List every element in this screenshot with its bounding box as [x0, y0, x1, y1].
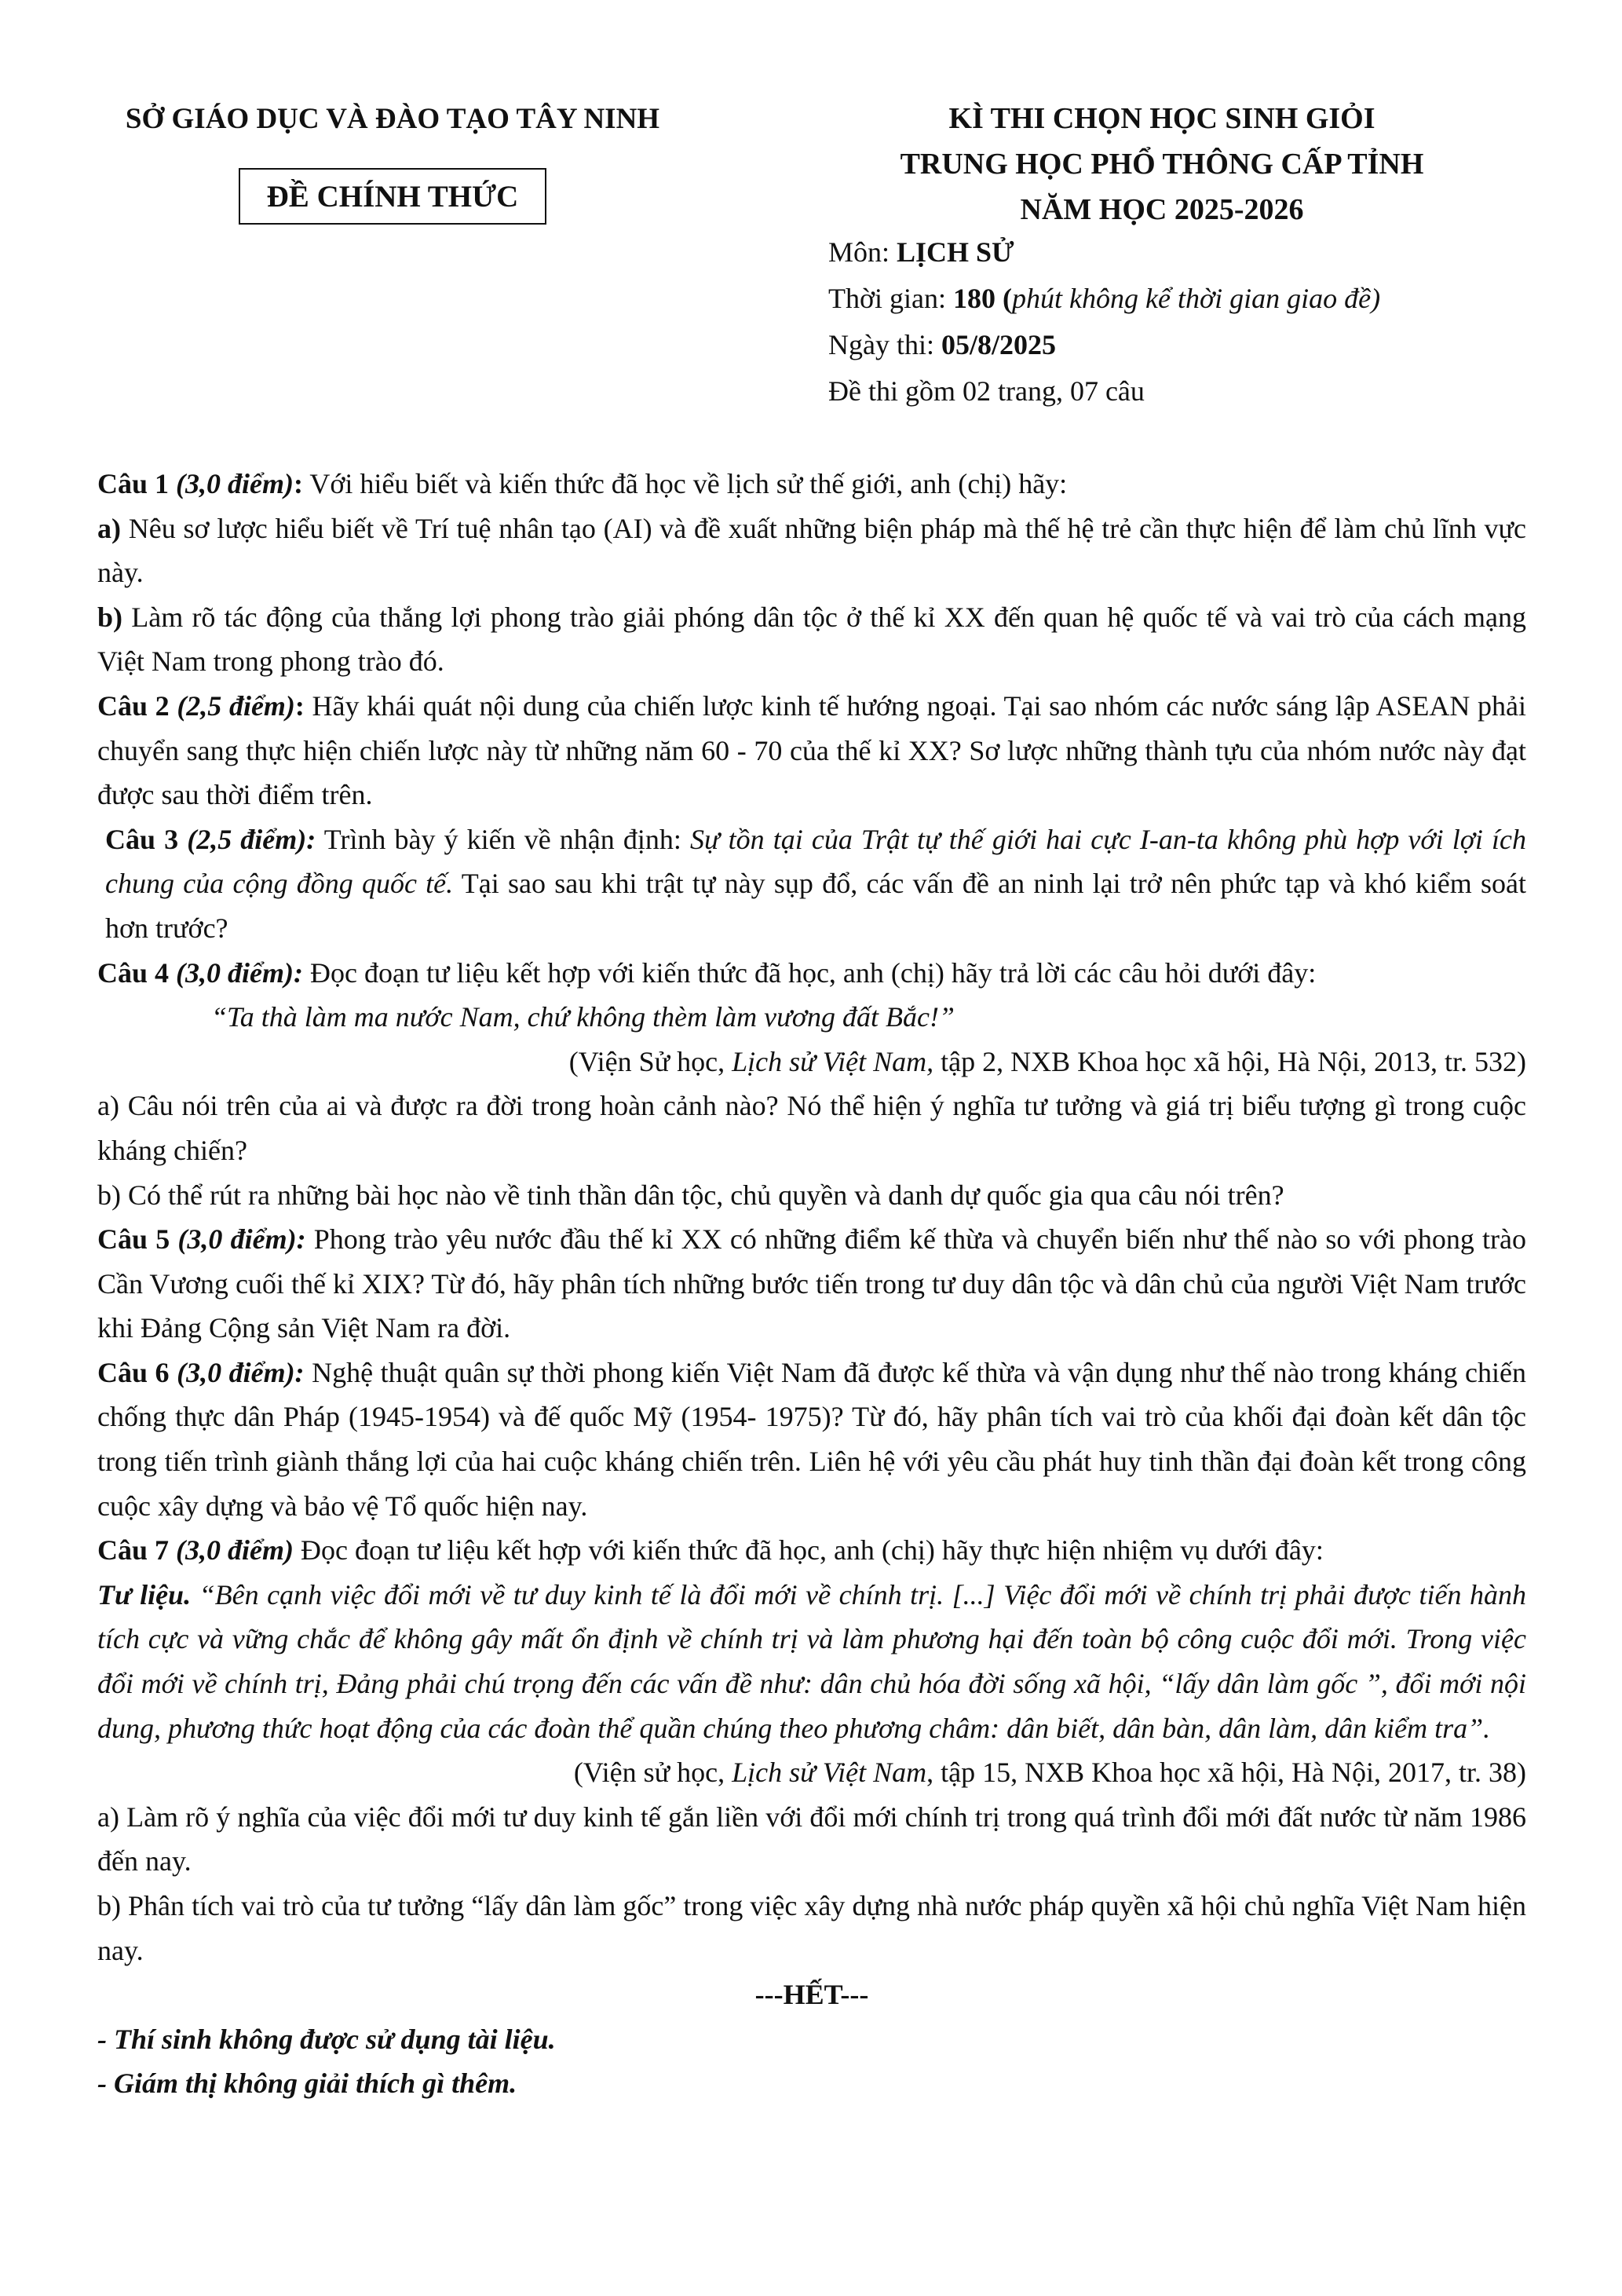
pages-info: Đề thi gồm 02 trang, 07 câu	[828, 375, 1145, 407]
q3-points: (2,5 điểm):	[187, 823, 316, 855]
question-4	[97, 951, 1526, 996]
exam-title	[785, 96, 1539, 232]
question-1	[97, 462, 1526, 506]
header-left	[94, 96, 691, 225]
time-value: 180 (	[953, 283, 1013, 314]
question-5	[97, 1217, 1526, 1351]
q2-text: Hãy khái quát nội dung của chiến lược kinh tế hướng ngoại. Tại sao nhóm các nước sáng lập ASEAN phải chuyển sang thực hiện chiến lược này từ những năm 60 - 70 của thế kỉ XX? Sơ lược những thành tựu của nhóm nước này đạt được sau thời điểm trên.	[97, 689, 1526, 811]
date-label: Ngày thi:	[828, 329, 941, 360]
end-mark: ---HẾT---	[754, 1979, 869, 2011]
time-label: Thời gian:	[828, 283, 954, 314]
q1b-label: b)	[97, 601, 123, 633]
footer-note-2: - Giám thị không giải thích gì thêm.	[97, 2067, 517, 2100]
q6-points: (3,0 điểm):	[177, 1356, 305, 1388]
q3-label: Câu 3	[105, 823, 188, 855]
q7-cite-book: Lịch sử Việt Nam	[732, 1757, 927, 1789]
q4-label: Câu 4	[97, 956, 177, 989]
exam-questions	[97, 462, 1526, 2106]
q7-points: (3,0 điểm)	[176, 1534, 294, 1567]
q7-label: Câu 7	[97, 1534, 177, 1567]
exam-title-line-2: TRUNG HỌC PHỔ THÔNG CẤP TỈNH	[900, 148, 1424, 181]
q3-text-2: Tại sao sau khi trật tự này sụp đổ, các vấn đề an ninh lại trở nên phức tạp và khó kiểm soát hơn trước?	[105, 868, 1526, 944]
question-2	[97, 684, 1526, 817]
q4-points: (3,0 điểm):	[176, 956, 303, 989]
subject-value: LỊCH SỬ	[897, 236, 1014, 268]
q7-cite-2: , tập 15, NXB Khoa học xã hội, Hà Nội, 2017, tr. 38)	[926, 1757, 1526, 1789]
question-1a	[97, 506, 1526, 595]
q6-label: Câu 6	[97, 1356, 177, 1388]
q7-source	[97, 1573, 1526, 1750]
q1b-text: Làm rõ tác động của thắng lợi phong trào giải phóng dân tộc ở thế kỉ XX đến quan hệ quốc tế và vai trò của cách mạng Việt Nam trong phong trào đó.	[97, 601, 1526, 678]
department-name: SỞ GIÁO DỤC VÀ ĐÀO TẠO TÂY NINH	[125, 103, 660, 135]
q5-text: Phong trào yêu nước đầu thế kỉ XX có những điểm kế thừa và chuyển biến như thế nào so với phong trào Cần Vương cuối thế kỉ XIX? Từ đó, hãy phân tích những bước tiến trong tư duy dân tộc và dân chủ của người Việt Nam trước khi Đảng Cộng sản Việt Nam ra đời.	[97, 1223, 1526, 1344]
q7-cite-1: (Viện sử học,	[573, 1757, 732, 1789]
question-3	[97, 817, 1526, 951]
question-7a: a) Làm rõ ý nghĩa của việc đổi mới tư duy kinh tế gắn liền với đổi mới chính trị trong quá trình đổi mới đất nước từ năm 1986 đến nay.	[97, 1801, 1526, 1877]
question-4a: a) Câu nói trên của ai và được ra đời trong hoàn cảnh nào? Nó thể hiện ý nghĩa tư tưởng và giá trị biểu tượng gì trong cuộc kháng chiến?	[97, 1090, 1526, 1166]
q1-points: (3,0 điểm)	[176, 468, 294, 499]
exam-info	[828, 229, 1535, 415]
subject-line	[828, 229, 1535, 276]
exam-title-line-1: KÌ THI CHỌN HỌC SINH GIỎI	[948, 102, 1375, 135]
q2-label: Câu 2	[97, 689, 177, 722]
q1a-label: a)	[97, 512, 121, 544]
time-note: phút không kể thời gian giao đề)	[1012, 283, 1381, 314]
q1a-text: Nêu sơ lược hiểu biết về Trí tuệ nhân tạo (AI) và đề xuất những biện pháp mà thế hệ trẻ cần thực hiện để làm chủ lĩnh vực này.	[97, 512, 1526, 589]
subject-label: Môn:	[828, 236, 897, 268]
q4-quote: “Ta thà làm ma nước Nam, chứ không thèm làm vương đất Bắc!”	[211, 1001, 955, 1033]
q1-label: Câu 1	[97, 468, 177, 499]
q1-text: Với hiểu biết và kiến thức đã học về lịch sử thế giới, anh (chị) hãy:	[303, 468, 1068, 499]
question-7	[97, 1528, 1526, 1573]
exam-title-line-3: NĂM HỌC 2025-2026	[1020, 193, 1304, 226]
q3-quote: Sự tồn tại của Trật tự thế giới hai cực I-an-ta không phù hợp với lợi ích chung của cộng đồng quốc tế.	[105, 823, 1527, 900]
footer-note-1: - Thí sinh không được sử dụng tài liệu.	[97, 2023, 556, 2055]
date-value: 05/8/2025	[941, 329, 1056, 360]
q1-colon: :	[294, 468, 303, 499]
q7-source-text: “Bên cạnh việc đổi mới về tư duy kinh tế là đổi mới về chính trị. [...] Việc đổi mới về chính trị phải được tiến hành tích cực và vững chắc để không gây mất ổn định về chính trị và làm phương hại đến toàn bộ công cuộc đổi mới. Trong việc đổi mới về chính trị, Đảng phải chú trọng đến các vấn đề như: dân chủ hóa đời sống xã hội, “lấy dân làm gốc ”, đổi mới nội dung, phương thức hoạt động của các đoàn thể quần chúng theo phương châm: dân biết, dân bàn, dân làm, dân kiểm tra”.	[97, 1578, 1526, 1744]
q4-text: Đọc đoạn tư liệu kết hợp với kiến thức đã học, anh (chị) hãy trả lời các câu hỏi dưới đây:	[302, 956, 1317, 989]
date-line	[828, 322, 1535, 368]
question-6	[97, 1351, 1526, 1528]
official-label-box: ĐỀ CHÍNH THỨC	[239, 168, 547, 225]
q6-text: Nghệ thuật quân sự thời phong kiến Việt Nam đã được kế thừa và vận dụng như thế nào trong kháng chiến chống thực dân Pháp (1945-1954) và đế quốc Mỹ (1954- 1975)? Từ đó, hãy phân tích vai trò của khối đại đoàn kết dân tộc trong tiến trình giành thắng lợi của hai cuộc kháng chiến trên. Liên hệ với yêu cầu phát huy tinh thần đại đoàn kết trong công cuộc xây dựng và bảo vệ Tổ quốc hiện nay.	[97, 1356, 1527, 1522]
q4-cite-2: tập 2, NXB Khoa học xã hội, Hà Nội, 2013, tr. 532)	[933, 1045, 1526, 1077]
q7-text: Đọc đoạn tư liệu kết hợp với kiến thức đã học, anh (chị) hãy thực hiện nhiệm vụ dưới đây:	[294, 1534, 1324, 1567]
time-line	[828, 276, 1535, 322]
question-1b	[97, 595, 1526, 684]
q4-citation	[97, 1040, 1526, 1084]
q5-label: Câu 5	[97, 1223, 178, 1256]
q2-points: (2,5 điểm)	[177, 689, 295, 722]
q5-points: (3,0 điểm):	[177, 1223, 306, 1256]
q7-source-label: Tư liệu.	[97, 1578, 192, 1610]
q4-cite-book: Lịch sử Việt Nam,	[732, 1045, 934, 1077]
question-4b: b) Có thể rút ra những bài học nào về tinh thần dân tộc, chủ quyền và danh dự quốc gia qua câu nói trên?	[97, 1179, 1284, 1211]
q3-text-1: Trình bày ý kiến về nhận định:	[316, 823, 690, 855]
q2-colon: :	[294, 689, 305, 722]
q4-cite-1: (Viện Sử học,	[568, 1045, 732, 1077]
question-7b: b) Phân tích vai trò của tư tưởng “lấy dân làm gốc” trong việc xây dựng nhà nước pháp quyền xã hội chủ nghĩa Việt Nam hiện nay.	[97, 1890, 1526, 1966]
q7-citation	[97, 1750, 1526, 1795]
